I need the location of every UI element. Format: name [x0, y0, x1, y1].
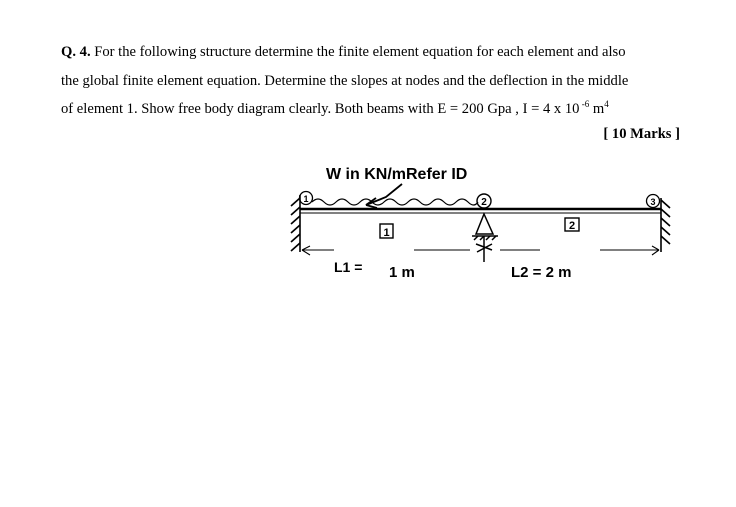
unit-exponent: 4 [604, 99, 609, 110]
l1-value: 1 m [389, 264, 415, 281]
load-arrow [366, 184, 402, 208]
element-1-label: 1 [383, 227, 390, 239]
exponent: -6 [579, 99, 590, 110]
beam [300, 209, 661, 213]
node-2-label: 2 [481, 197, 487, 208]
right-fixed-support [661, 198, 670, 252]
node-3-marker [647, 195, 660, 208]
node-3-label: 3 [650, 197, 656, 207]
marks-label: [ 10 Marks ] [603, 126, 680, 142]
unit: m [589, 101, 605, 117]
element-1-marker [380, 224, 393, 239]
dimension-line-l2 [500, 246, 659, 255]
distributed-load-curve [312, 199, 478, 205]
element-2-marker [565, 218, 579, 232]
question-line-2: the global finite element equation. Determine the slopes at nodes and the deflection in the middle [61, 72, 629, 89]
node-1-label: 1 [303, 194, 309, 204]
node-1-marker [300, 192, 313, 205]
left-fixed-support [291, 195, 300, 252]
l1-label: L1 = [334, 259, 363, 275]
question-line-3-text: of element 1. Show free body diagram clearly. Both beams with E = 200 Gpa , I = 4 x 10 [61, 101, 580, 117]
question-number: Q. 4. [61, 44, 91, 60]
l2-label: L2 = 2 m [511, 264, 572, 281]
element-2-label: 2 [568, 220, 576, 232]
dimension-line-l1 [302, 246, 470, 255]
question-line-1-text: For the following structure determine the finite element equation for each element and also [94, 44, 626, 60]
middle-pin-support [472, 214, 498, 262]
load-label: W in KN/mRefer ID [326, 166, 468, 183]
node-2-marker [477, 194, 491, 208]
